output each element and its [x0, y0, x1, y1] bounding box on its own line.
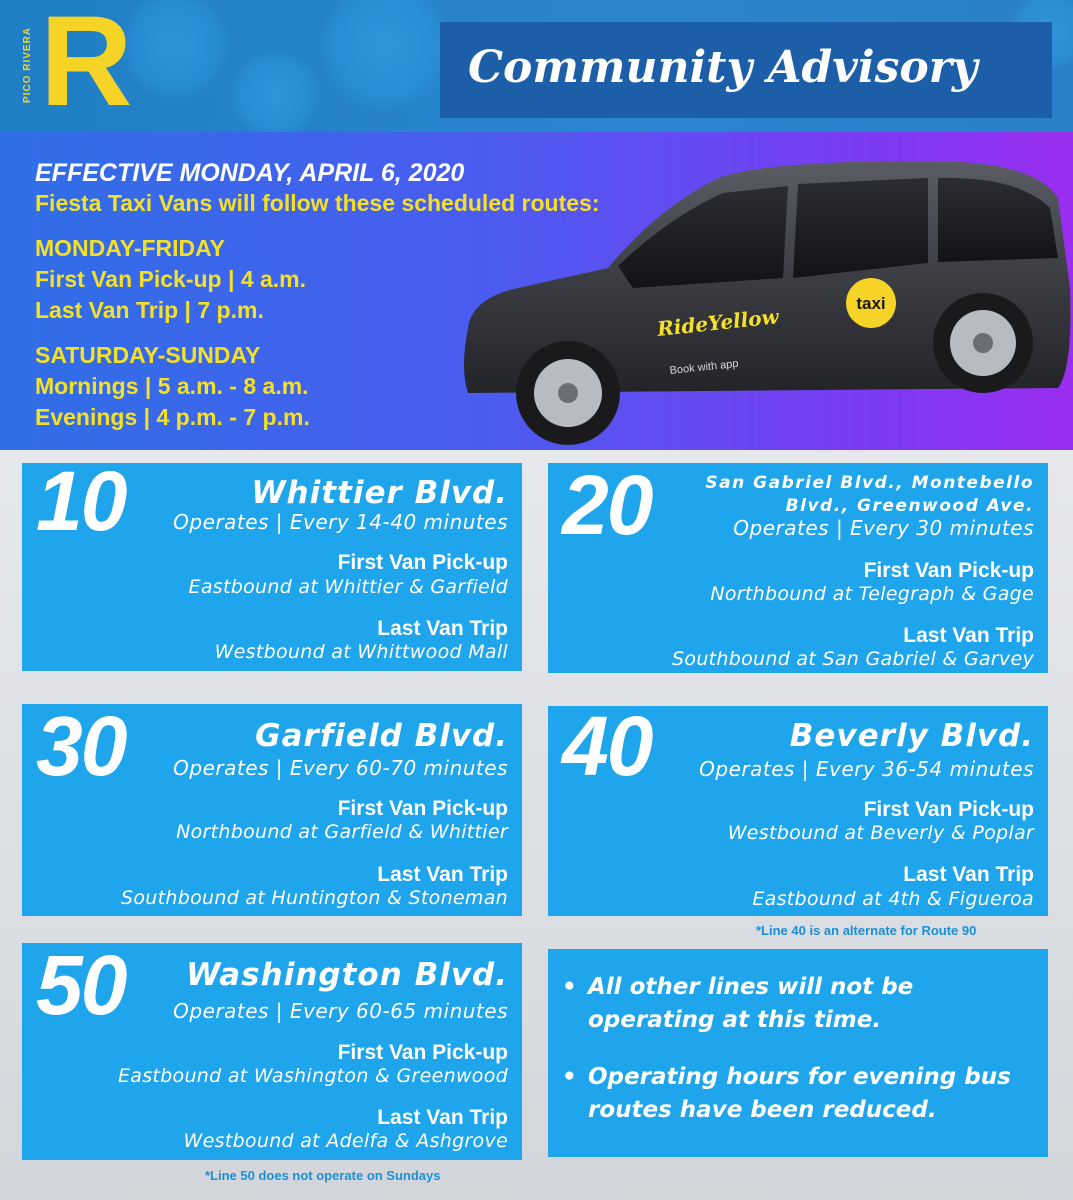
svg-text:taxi: taxi: [856, 294, 886, 313]
route-street: Washington Blvd.: [186, 957, 508, 993]
route-frequency: Operates | Every 60-65 minutes: [173, 999, 508, 1023]
route-number: 40: [562, 706, 652, 793]
route-street-line2: Blvd., Greenwood Ave.: [785, 496, 1034, 516]
last-trip-label: Last Van Trip: [377, 863, 508, 886]
notice-item: [562, 1061, 1042, 1127]
route-card-50: [22, 943, 522, 1160]
virus-graphic: [320, 0, 450, 110]
line-50-note: *Line 50 does not operate on Sundays: [205, 1168, 441, 1183]
last-trip-location: Southbound at Huntington & Stoneman: [121, 887, 508, 909]
last-trip-location: Westbound at Adelfa & Ashgrove: [183, 1130, 508, 1152]
weekend-heading: SATURDAY-SUNDAY: [35, 342, 261, 368]
notice-item: [562, 971, 1042, 1037]
first-pickup-label: First Van Pick-up: [337, 551, 508, 574]
virus-graphic: [230, 50, 320, 132]
route-street-line1: San Gabriel Blvd., Montebello: [705, 473, 1034, 493]
svg-text:Book with app: Book with app: [669, 357, 740, 377]
first-pickup-location: Eastbound at Whittier & Garfield: [188, 576, 508, 598]
last-trip-location: Eastbound at 4th & Figueroa: [752, 888, 1034, 910]
virus-graphic: [120, 0, 230, 100]
last-trip-label: Last Van Trip: [903, 624, 1034, 647]
pico-rivera-logo: [22, 0, 133, 132]
logo-city-name: PICO RIVERA: [22, 27, 33, 104]
route-card-10: [22, 463, 522, 671]
weekend-evenings: Evenings | 4 p.m. - 7 p.m.: [35, 404, 310, 430]
first-pickup-label: First Van Pick-up: [337, 797, 508, 820]
route-number: 50: [36, 943, 126, 1032]
notice-text: Operating hours for evening bus routes have been reduced.: [588, 1064, 1011, 1123]
route-number: 10: [36, 463, 126, 548]
last-trip-label: Last Van Trip: [377, 617, 508, 640]
route-card-40: [548, 706, 1048, 916]
route-number: 20: [562, 463, 652, 552]
first-pickup-location: Eastbound at Washington & Greenwood: [117, 1065, 508, 1087]
weekday-first-pickup: First Van Pick-up | 4 a.m.: [35, 266, 307, 292]
logo-letter: R: [40, 0, 133, 132]
route-frequency: Operates | Every 36-54 minutes: [699, 757, 1034, 781]
header-banner: [0, 0, 1073, 132]
notice-text: All other lines will not be operating at this time.: [588, 974, 914, 1033]
last-trip-label: Last Van Trip: [377, 1106, 508, 1129]
first-pickup-label: First Van Pick-up: [863, 798, 1034, 821]
route-street: Whittier Blvd.: [251, 475, 508, 511]
first-pickup-label: First Van Pick-up: [863, 559, 1034, 582]
route-street: Garfield Blvd.: [255, 718, 508, 754]
page-title: Community Advisory: [468, 42, 978, 93]
taxi-van-image: [458, 138, 1073, 448]
route-number: 30: [36, 704, 126, 793]
van-brand-text: RideYellow: [656, 304, 780, 341]
first-pickup-location: Northbound at Telegraph & Gage: [710, 583, 1034, 605]
route-frequency: Operates | Every 30 minutes: [733, 516, 1034, 540]
first-pickup-location: Westbound at Beverly & Poplar: [727, 822, 1034, 844]
first-pickup-label: First Van Pick-up: [337, 1041, 508, 1064]
effective-date: EFFECTIVE MONDAY, APRIL 6, 2020: [35, 159, 465, 187]
service-notice-box: [548, 949, 1048, 1157]
first-pickup-location: Northbound at Garfield & Whittier: [176, 821, 508, 843]
bullet-marker: •: [562, 974, 577, 1000]
route-street: Beverly Blvd.: [789, 718, 1034, 754]
last-trip-location: Southbound at San Gabriel & Garvey: [672, 648, 1034, 670]
route-card-30: [22, 704, 522, 916]
bullet-marker: •: [562, 1064, 577, 1090]
title-box: [440, 22, 1052, 118]
weekend-mornings: Mornings | 5 a.m. - 8 a.m.: [35, 373, 309, 399]
line-40-note: *Line 40 is an alternate for Route 90: [756, 923, 977, 938]
last-trip-location: Westbound at Whittwood Mall: [214, 641, 508, 663]
schedule-subtitle: Fiesta Taxi Vans will follow these scheduled routes:: [35, 190, 600, 216]
route-frequency: Operates | Every 14-40 minutes: [173, 510, 508, 534]
weekday-heading: MONDAY-FRIDAY: [35, 235, 225, 261]
route-card-20: [548, 463, 1048, 673]
last-trip-label: Last Van Trip: [903, 863, 1034, 886]
weekday-last-trip: Last Van Trip | 7 p.m.: [35, 297, 264, 323]
route-frequency: Operates | Every 60-70 minutes: [173, 756, 508, 780]
